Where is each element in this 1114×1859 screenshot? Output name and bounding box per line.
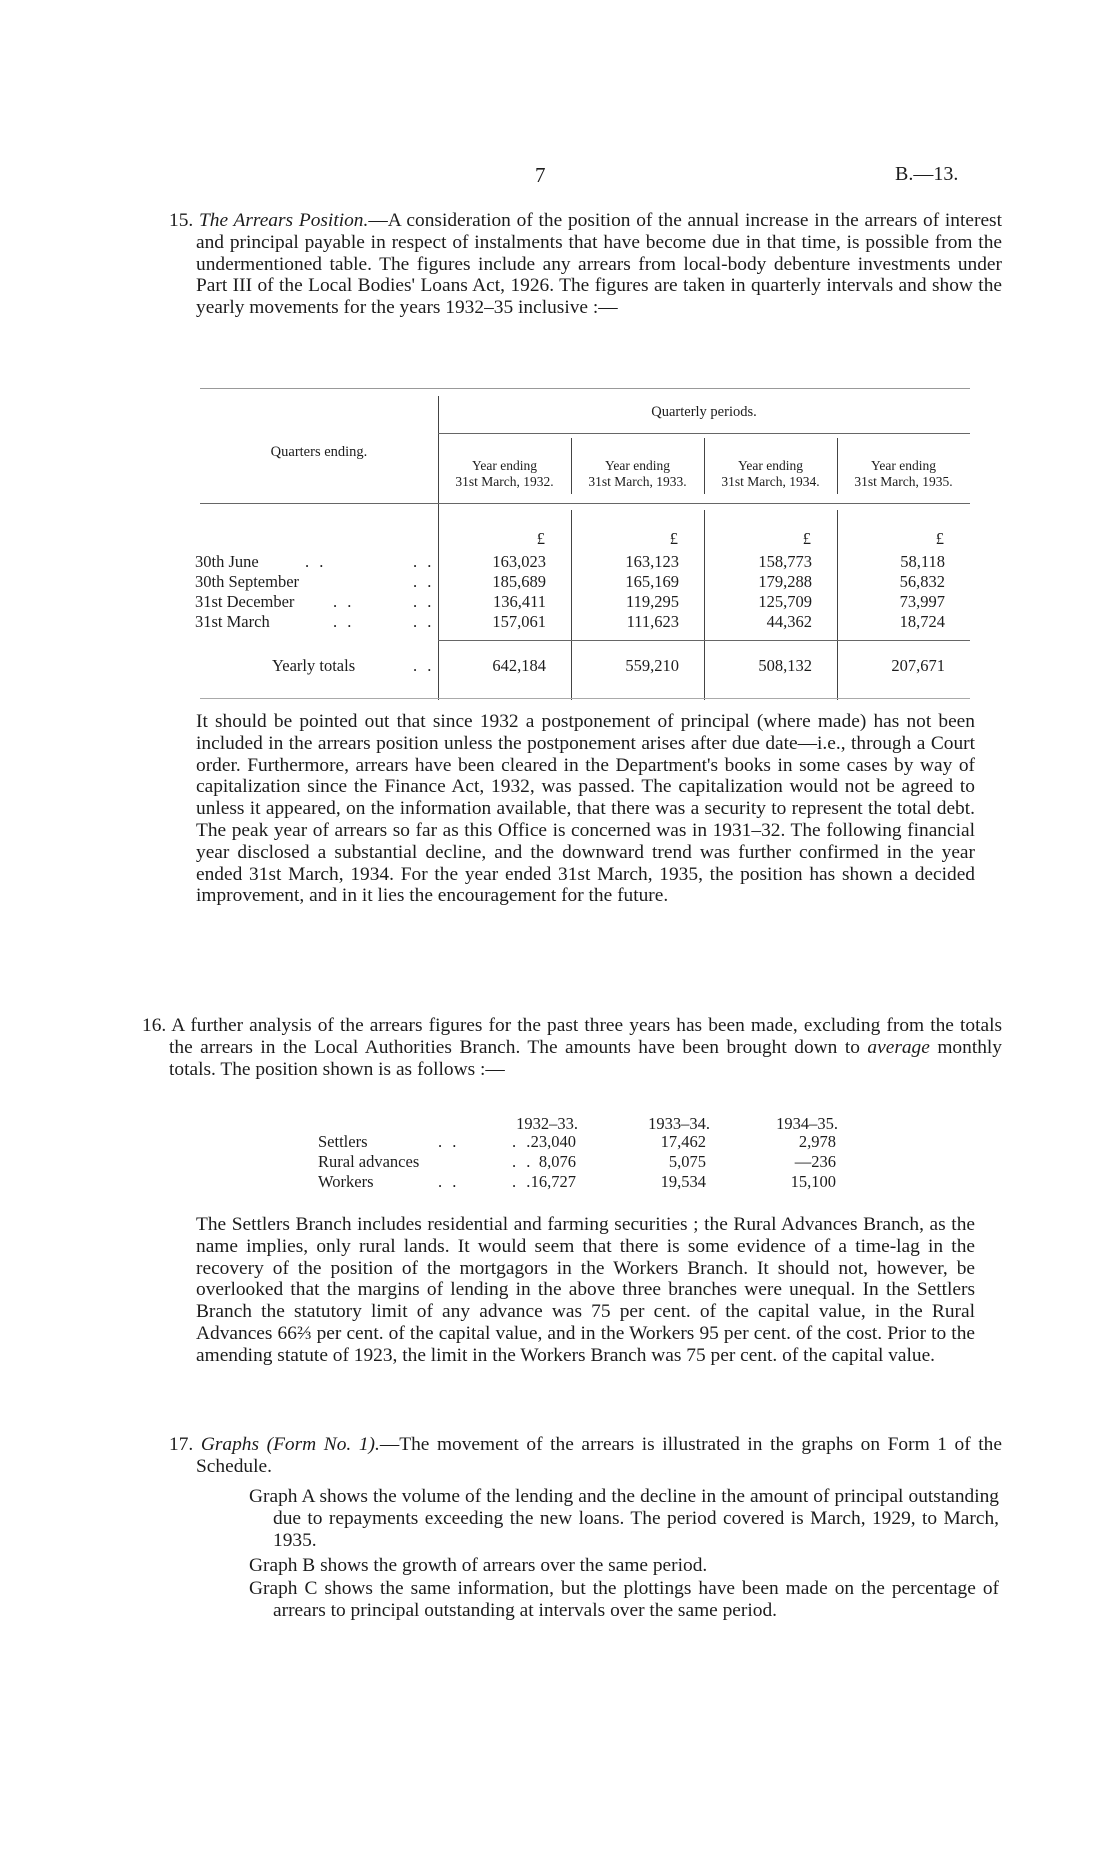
table-cell: 136,411 [492, 592, 546, 611]
table-cell: 158,773 [758, 552, 812, 571]
total-cell: 508,132 [758, 656, 812, 675]
section-15-paragraph [169, 210, 1002, 319]
section-15-title: The Arrears Position. [199, 210, 369, 231]
column-divider [438, 396, 439, 700]
section-15-text: —A consideration of the position of the annual increase in the arrears of interest and principal payable in respect of instalments that have become due in that time, is possible from the undermentioned table. The figures include any arrears from local-body debenture investments under Part III of the Local Bodies' Loans Act, 1926. The figures are taken in quarterly intervals and show the yearly movements for the years 1932–35 inclusive :— [196, 210, 1002, 319]
leader-dots: . . [413, 552, 435, 571]
document-reference: B.—13. [895, 163, 959, 185]
row-label: Workers [318, 1172, 374, 1191]
branches-paragraph: The Settlers Branch includes residential and farming securities ; the Rural Advances Branch, as the name implies, only rural lands. It would seem that there is some evidence of a time-lag in the recovery of the position of the mortgagors in the Workers Branch. It should not, however, be overlooked that the margins of lending in the above three branches were unequal. In the Settlers Branch the statutory limit of any advance was 75 per cent. of the capital value, in the Rural Advances 66⅔ per cent. of the capital value, and in the Workers 95 per cent. of the cost. Prior to the amending statute of 1923, the limit in the Workers Branch was 75 per cent. of the capital value. [196, 1214, 975, 1366]
table-cell: 8,076 [538, 1152, 576, 1171]
row-label: 31st December [195, 592, 295, 611]
year-header: 1932–33. [516, 1114, 578, 1133]
section-15-number: 15. [169, 210, 194, 231]
graph-b-item: Graph B shows the growth of arrears over the same period. [249, 1555, 708, 1576]
year-header: 1933–34. [648, 1114, 710, 1133]
currency-symbol: £ [802, 529, 811, 548]
section-16-paragraph [142, 1015, 1002, 1080]
totals-label: Yearly totals [272, 656, 356, 675]
table-cell: 163,023 [492, 552, 546, 571]
section-16-emphasis: average [867, 1036, 930, 1058]
total-cell: 207,671 [891, 656, 945, 675]
table-cell: —236 [794, 1152, 836, 1171]
table-cell: 119,295 [625, 592, 679, 611]
table-cell: 15,100 [790, 1172, 836, 1191]
leader-dots: . . [512, 1152, 534, 1171]
table-cell: 19,534 [660, 1172, 706, 1191]
column-header-1932: Year ending 31st March, 1932. [455, 458, 554, 489]
header-bottom-rule [200, 503, 970, 504]
table-cell: 179,288 [758, 572, 812, 591]
leader-dots: . . [413, 572, 435, 591]
row-label: 31st March [195, 612, 270, 631]
table-bottom-rule [200, 698, 970, 699]
table-cell: 185,689 [492, 572, 546, 591]
postponement-paragraph: It should be pointed out that since 1932 a postponement of principal (where made) has not been included in the arrears position unless the postponement arises after due date—i.e., through a Court order. Furthermore, arrears have been cleared in the Department's books in some cases by way of capitalization since the Finance Act, 1932, was passed. The capitalization would not be agreed to unless it appeared, on the information available, that there was a security to represent the total debt. The peak year of arrears so far as this Office is concerned was in 1931–32. The following financial year disclosed a substantial decline, and the downward trend was further confirmed in the year ended 31st March, 1934. For the year ended 31st March, 1935, the position has shown a decided improvement, and in it lies the encouragement for the future. [196, 711, 975, 907]
table-cell: 73,997 [899, 592, 945, 611]
quarterly-arrears-table [195, 388, 970, 708]
row-label: Rural advances [318, 1152, 420, 1171]
table-cell: 157,061 [492, 612, 546, 631]
table-cell: 16,727 [530, 1172, 576, 1191]
group-header-rule [438, 433, 970, 434]
currency-symbol: £ [935, 529, 944, 548]
table-cell: 58,118 [900, 552, 945, 571]
table-top-rule [200, 388, 970, 389]
leader-dots: . . [305, 552, 327, 571]
leader-dots: . . [413, 592, 435, 611]
total-cell: 642,184 [492, 656, 546, 675]
table-cell: 125,709 [758, 592, 812, 611]
table-cell: 18,724 [899, 612, 945, 631]
currency-symbol: £ [669, 529, 678, 548]
section-17-paragraph [169, 1434, 1002, 1478]
page-number: 7 [535, 163, 546, 187]
section-16-number: 16. [142, 1015, 167, 1036]
leader-dots: . . [413, 612, 435, 631]
section-16-text: monthly totals. The position shown is as follows :— [169, 1036, 1002, 1080]
graph-c-item: Graph C shows the same information, but the plottings have been made on the percentage of arrears to principal outstanding at intervals over the same period. [249, 1578, 999, 1621]
totals-top-rule [438, 640, 970, 641]
row-label: 30th September [195, 572, 300, 591]
column-header-1933: Year ending 31st March, 1933. [588, 458, 687, 489]
total-cell: 559,210 [625, 656, 679, 675]
table-cell: 44,362 [766, 612, 812, 631]
table-cell: 23,040 [530, 1132, 576, 1151]
table-cell: 56,832 [899, 572, 945, 591]
table-cell: 163,123 [625, 552, 679, 571]
row-label: Settlers [318, 1132, 368, 1151]
column-header-1934: Year ending 31st March, 1934. [721, 458, 820, 489]
leader-dots: . . [512, 1172, 534, 1191]
row-header: Quarters ending. [270, 444, 368, 460]
leader-dots: . . [512, 1132, 534, 1151]
currency-symbol: £ [536, 529, 545, 548]
section-17-text: —The movement of the arrears is illustrated in the graphs on Form 1 of the Schedule. [196, 1434, 1002, 1477]
leader-dots: . . [413, 656, 435, 675]
leader-dots: . . [438, 1132, 460, 1151]
graph-a-item: Graph A shows the volume of the lending and the decline in the amount of principal outstanding due to repayments exceeding the new loans. The period covered is March, 1929, to March, 1935. [249, 1486, 999, 1551]
table-cell: 5,075 [668, 1152, 706, 1171]
table-cell: 17,462 [660, 1132, 706, 1151]
group-header: Quarterly periods. [651, 404, 757, 420]
leader-dots: . . [333, 592, 355, 611]
table-cell: 111,623 [626, 612, 679, 631]
branch-arrears-table [318, 1114, 878, 1194]
leader-dots: . . [438, 1172, 460, 1191]
row-label: 30th June [195, 552, 259, 571]
section-16-text: A further analysis of the arrears figures for the past three years has been made, excluding from the totals the arrears in the Local Authorities Branch. The amounts have been brought down to [169, 1015, 1002, 1058]
column-header-1935: Year ending 31st March, 1935. [854, 458, 953, 489]
table-cell: 2,978 [798, 1132, 836, 1151]
section-17-number: 17. [169, 1434, 194, 1455]
year-header: 1934–35. [776, 1114, 838, 1133]
section-17-title: Graphs (Form No. 1). [200, 1434, 380, 1455]
leader-dots: . . [333, 612, 355, 631]
table-cell: 165,169 [625, 572, 679, 591]
